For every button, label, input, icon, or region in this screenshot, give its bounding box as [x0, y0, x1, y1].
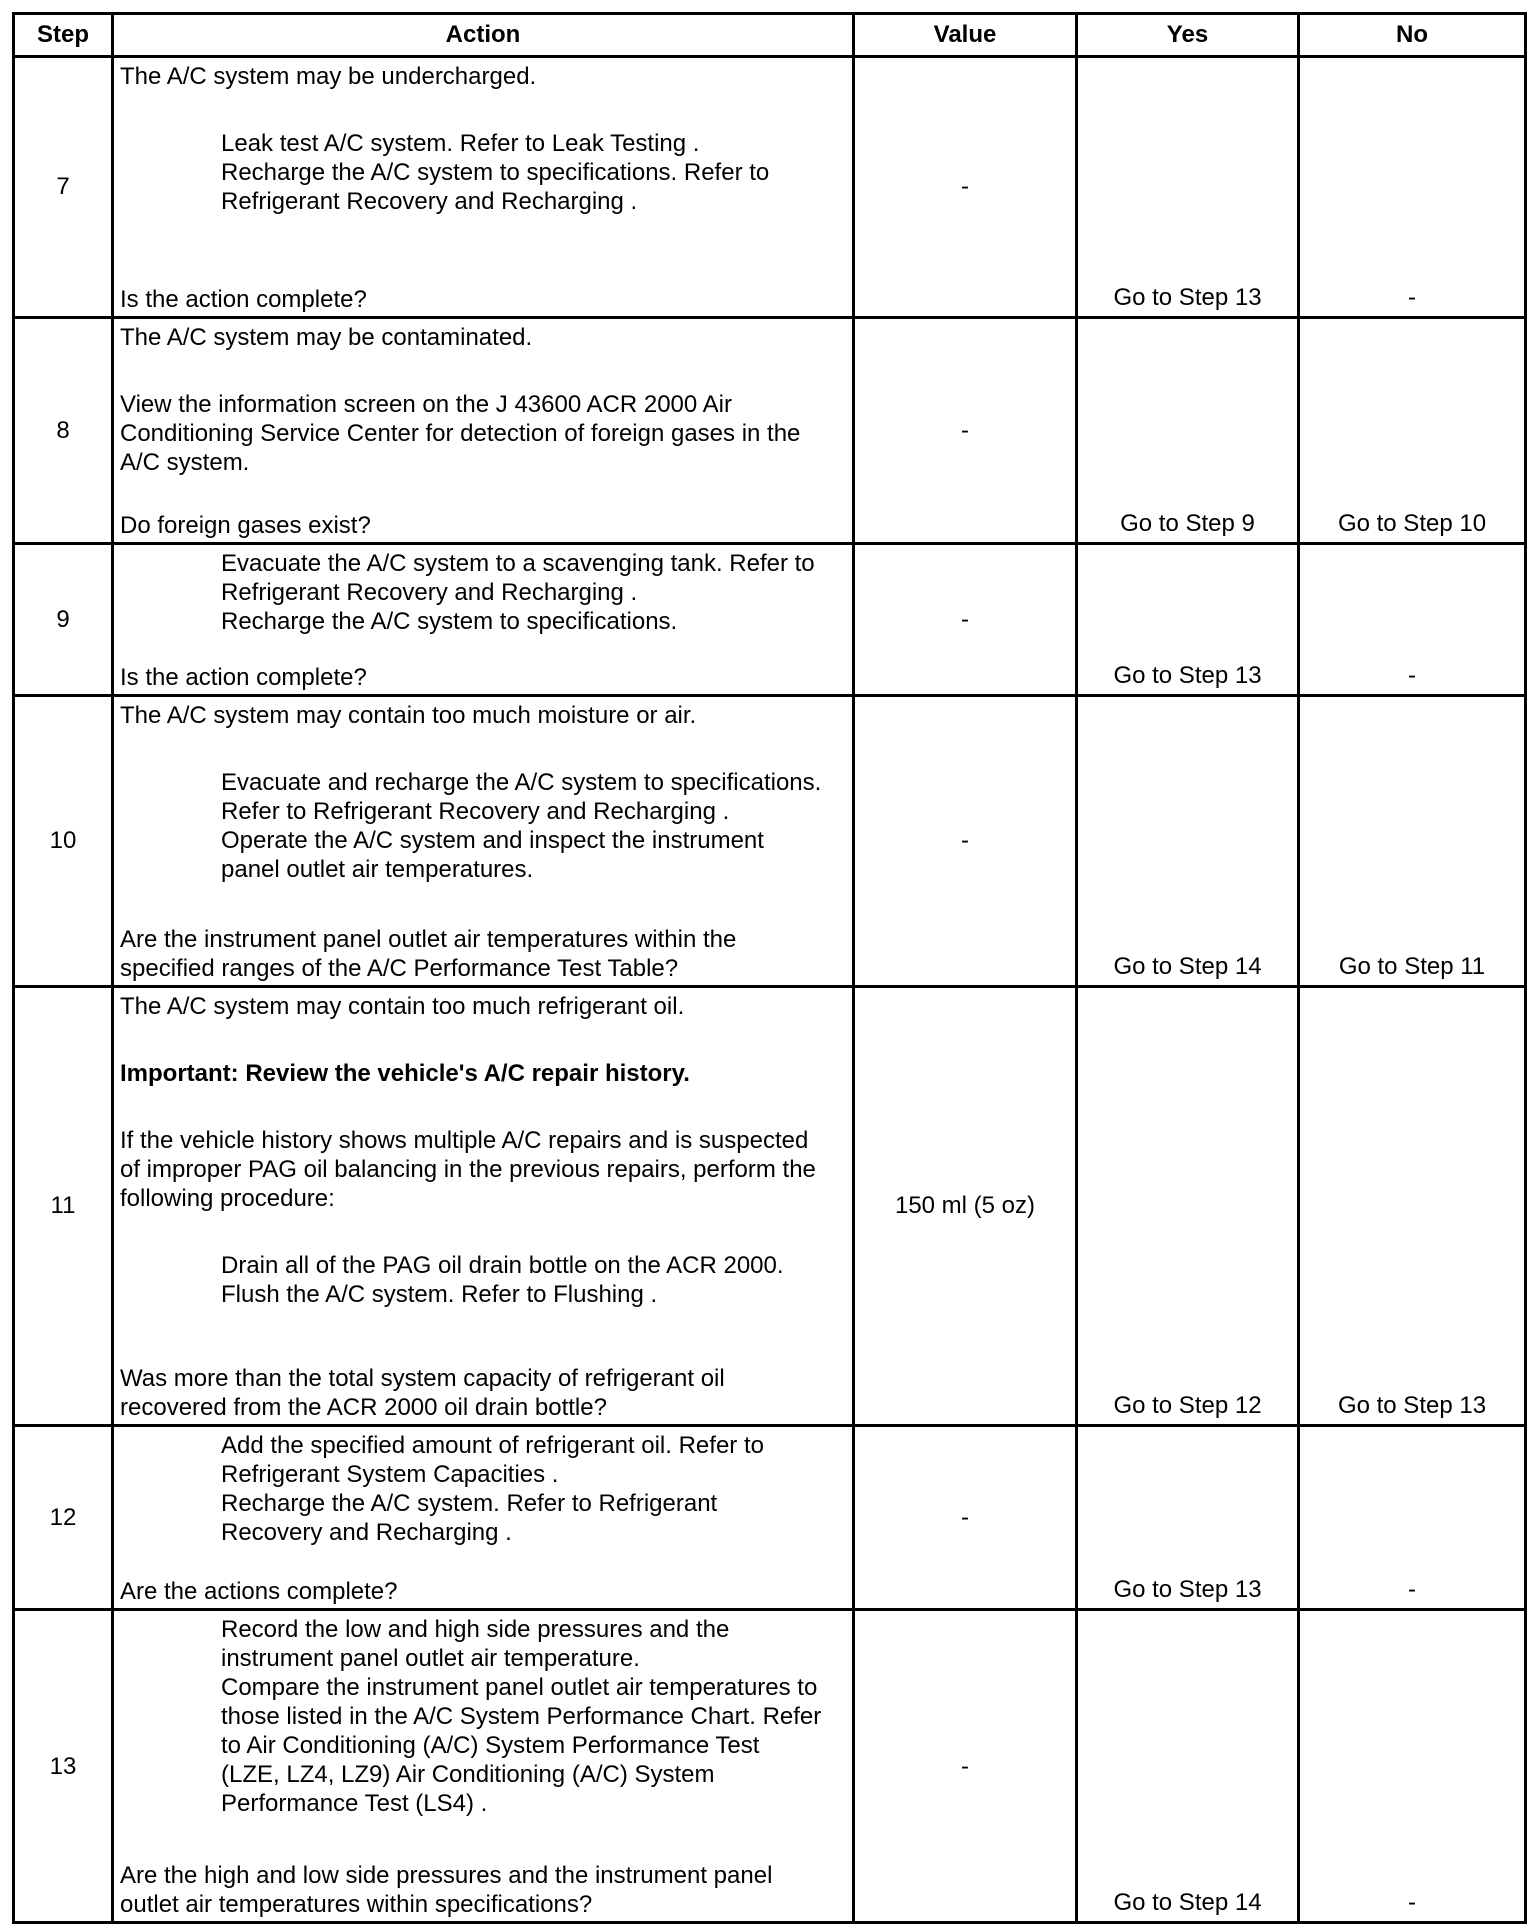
step-number: 8	[14, 317, 113, 543]
action-content	[120, 1615, 846, 1919]
action-question: Is the action complete?	[120, 285, 367, 313]
step-number: 11	[14, 986, 113, 1425]
procedure-step: to Air Conditioning (A/C) System Performance Test	[221, 1732, 760, 1760]
action-question: specified ranges of the A/C Performance Test Table?	[120, 954, 679, 982]
value-cell: -	[854, 317, 1077, 543]
table-row	[14, 1425, 1526, 1609]
procedure-step: Flush the A/C system. Refer to Flushing .	[221, 1280, 658, 1308]
action-cell	[113, 1610, 854, 1923]
value-cell: -	[854, 1425, 1077, 1609]
header-value: Value	[854, 14, 1077, 57]
no-outcome: -	[1299, 57, 1526, 318]
no-outcome: -	[1299, 1610, 1526, 1923]
yes-outcome: Go to Step 13	[1077, 1425, 1299, 1609]
step-number: 12	[14, 1425, 113, 1609]
action-intro: The A/C system may be undercharged.	[120, 63, 537, 90]
procedure-step: Drain all of the PAG oil drain bottle on the ACR 2000.	[221, 1251, 784, 1279]
yes-outcome: Go to Step 12	[1077, 986, 1299, 1425]
header-action: Action	[113, 14, 854, 57]
action-text-line: If the vehicle history shows multiple A/C repairs and is suspected	[120, 1126, 809, 1154]
action-content	[120, 62, 846, 314]
procedure-step: Recharge the A/C system to specifications.	[221, 608, 678, 636]
procedure-step: Evacuate and recharge the A/C system to specifications.	[221, 769, 822, 796]
action-cell	[113, 57, 854, 318]
procedure-step: Recovery and Recharging .	[221, 1518, 512, 1546]
action-content	[120, 323, 846, 540]
procedure-step: Operate the A/C system and inspect the instrument	[221, 827, 764, 854]
procedure-step: Recharge the A/C system to specifications. Refer to	[221, 159, 770, 186]
no-outcome: Go to Step 10	[1299, 317, 1526, 543]
procedure-step: Recharge the A/C system. Refer to Refrigerant	[221, 1489, 718, 1517]
step-number: 10	[14, 696, 113, 987]
procedure-step: Record the low and high side pressures and the	[221, 1616, 730, 1644]
procedure-step: Refrigerant System Capacities .	[221, 1460, 559, 1488]
action-question: Are the actions complete?	[120, 1578, 398, 1606]
no-outcome: -	[1299, 544, 1526, 696]
procedure-step: Performance Test (LS4) .	[221, 1790, 488, 1818]
action-intro: The A/C system may be contaminated.	[120, 323, 533, 351]
header-step: Step	[14, 14, 113, 57]
step-number: 7	[14, 57, 113, 318]
table-row	[14, 986, 1526, 1425]
action-text-line: View the information screen on the J 43600 ACR 2000 Air	[120, 390, 732, 418]
action-text-line: of improper PAG oil balancing in the previous repairs, perform the	[120, 1155, 816, 1183]
procedure-step: those listed in the A/C System Performance Chart. Refer	[221, 1703, 822, 1731]
action-intro: The A/C system may contain too much refrigerant oil.	[120, 992, 685, 1020]
value-cell: -	[854, 1610, 1077, 1923]
yes-outcome: Go to Step 13	[1077, 544, 1299, 696]
procedure-step: panel outlet air temperatures.	[221, 856, 534, 883]
value-cell: -	[854, 57, 1077, 318]
action-intro: The A/C system may contain too much moisture or air.	[120, 702, 697, 729]
action-cell	[113, 544, 854, 696]
action-content	[120, 701, 846, 983]
no-outcome: -	[1299, 1425, 1526, 1609]
action-question: Do foreign gases exist?	[120, 512, 371, 540]
procedure-step: Leak test A/C system. Refer to Leak Testing .	[221, 130, 700, 157]
header-yes: Yes	[1077, 14, 1299, 57]
action-question: recovered from the ACR 2000 oil drain bottle?	[120, 1393, 607, 1421]
step-number: 13	[14, 1610, 113, 1923]
procedure-step: Compare the instrument panel outlet air temperatures to	[221, 1674, 818, 1702]
value-cell: 150 ml (5 oz)	[854, 986, 1077, 1425]
table-row	[14, 544, 1526, 696]
value-cell: -	[854, 544, 1077, 696]
action-question: Is the action complete?	[120, 664, 367, 691]
action-cell	[113, 696, 854, 987]
action-text-line: following procedure:	[120, 1184, 335, 1212]
action-question: Are the instrument panel outlet air temperatures within the	[120, 925, 737, 953]
procedure-step: Add the specified amount of refrigerant oil. Refer to	[221, 1431, 764, 1459]
action-question: Was more than the total system capacity of refrigerant oil	[120, 1364, 725, 1392]
no-outcome: Go to Step 13	[1299, 986, 1526, 1425]
action-text-line: A/C system.	[120, 448, 250, 476]
procedure-step: instrument panel outlet air temperature.	[221, 1645, 640, 1673]
procedure-step: Refer to Refrigerant Recovery and Recharging .	[221, 798, 730, 825]
action-content	[120, 549, 846, 692]
action-text-line: Conditioning Service Center for detection of foreign gases in the	[120, 419, 801, 447]
action-cell	[113, 1425, 854, 1609]
diagnostic-table	[12, 12, 1527, 1924]
yes-outcome: Go to Step 9	[1077, 317, 1299, 543]
procedure-step: (LZE, LZ4, LZ9) Air Conditioning (A/C) System	[221, 1761, 715, 1789]
yes-outcome: Go to Step 14	[1077, 1610, 1299, 1923]
yes-outcome: Go to Step 13	[1077, 57, 1299, 318]
header-row	[14, 14, 1526, 57]
action-question: outlet air temperatures within specifications?	[120, 1891, 593, 1918]
no-outcome: Go to Step 11	[1299, 696, 1526, 987]
step-number: 9	[14, 544, 113, 696]
procedure-step: Refrigerant Recovery and Recharging .	[221, 579, 638, 607]
procedure-step: Refrigerant Recovery and Recharging .	[221, 188, 638, 215]
action-content	[120, 1431, 846, 1606]
action-cell	[113, 986, 854, 1425]
procedure-step: Evacuate the A/C system to a scavenging tank. Refer to	[221, 550, 815, 578]
table-row	[14, 57, 1526, 318]
header-no: No	[1299, 14, 1526, 57]
yes-outcome: Go to Step 14	[1077, 696, 1299, 987]
table-row	[14, 696, 1526, 987]
action-question: Are the high and low side pressures and the instrument panel	[120, 1862, 773, 1889]
action-content	[120, 992, 846, 1422]
value-cell: -	[854, 696, 1077, 987]
table-row	[14, 1610, 1526, 1923]
important-note: Important: Review the vehicle's A/C repair history.	[120, 1059, 690, 1087]
table-row	[14, 317, 1526, 543]
action-cell	[113, 317, 854, 543]
